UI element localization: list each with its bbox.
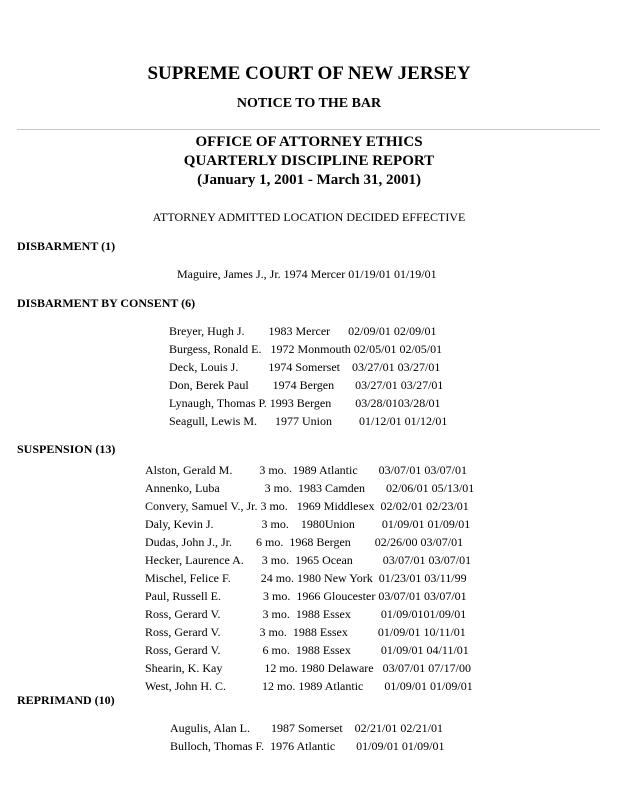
table-row: Seagull, Lewis M. 1977 Union 01/12/01 01/12/01	[169, 414, 448, 428]
table-row: Lynaugh, Thomas P. 1993 Bergen 03/28/0103/28/01	[169, 396, 441, 410]
divider	[17, 129, 600, 130]
table-row: Alston, Gerald M. 3 mo. 1989 Atlantic 03/07/01 03/07/01	[145, 463, 467, 477]
section-title-suspension: SUSPENSION (13)	[17, 442, 116, 456]
table-row: Hecker, Laurence A. 3 mo. 1965 Ocean 03/07/01 03/07/01	[145, 553, 472, 567]
section-title-disbarment: DISBARMENT (1)	[17, 239, 116, 253]
table-row: Paul, Russell E. 3 mo. 1966 Gloucester 03/07/01 03/07/01	[145, 589, 467, 603]
court-title: SUPREME COURT OF NEW JERSEY	[147, 63, 471, 84]
table-row: Ross, Gerard V. 3 mo. 1988 Essex 01/09/0101/09/01	[145, 607, 467, 621]
table-row: Maguire, James J., Jr. 1974 Mercer 01/19/01 01/19/01	[177, 267, 437, 281]
table-row: Convery, Samuel V., Jr. 3 mo. 1969 Middlesex 02/02/01 02/23/01	[145, 499, 469, 513]
column-header: ATTORNEY ADMITTED LOCATION DECIDED EFFECTIVE	[152, 210, 466, 224]
table-row: Dudas, John J., Jr. 6 mo. 1968 Bergen 02/26/00 03/07/01	[145, 535, 464, 549]
table-row: Don, Berek Paul 1974 Bergen 03/27/01 03/27/01	[169, 378, 444, 392]
table-row: Mischel, Felice F. 24 mo. 1980 New York 01/23/01 03/11/99	[145, 571, 467, 585]
table-row: Bulloch, Thomas F. 1976 Atlantic 01/09/01 01/09/01	[170, 739, 445, 753]
section-title-reprimand: REPRIMAND (10)	[17, 693, 115, 707]
notice-title: NOTICE TO THE BAR	[236, 96, 382, 111]
report-period: (January 1, 2001 - March 31, 2001)	[197, 172, 421, 188]
table-row: Ross, Gerard V. 3 mo. 1988 Essex 01/09/01 10/11/01	[145, 625, 466, 639]
section-title-disbarment-by-consent: DISBARMENT BY CONSENT (6)	[17, 296, 196, 310]
table-row: Breyer, Hugh J. 1983 Mercer 02/09/01 02/09/01	[169, 324, 437, 338]
table-row: Daly, Kevin J. 3 mo. 1980Union 01/09/01 01/09/01	[145, 517, 471, 531]
table-row: Shearin, K. Kay 12 mo. 1980 Delaware 03/07/01 07/17/00	[145, 661, 471, 675]
report-title: QUARTERLY DISCIPLINE REPORT	[183, 153, 435, 169]
table-row: West, John H. C. 12 mo. 1989 Atlantic 01/09/01 01/09/01	[145, 679, 473, 693]
office-title: OFFICE OF ATTORNEY ETHICS	[195, 134, 423, 150]
table-row: Burgess, Ronald E. 1972 Monmouth 02/05/01 02/05/01	[169, 342, 443, 356]
table-row: Ross, Gerard V. 6 mo. 1988 Essex 01/09/01 04/11/01	[145, 643, 469, 657]
table-row: Annenko, Luba 3 mo. 1983 Camden 02/06/01 05/13/01	[145, 481, 475, 495]
table-row: Deck, Louis J. 1974 Somerset 03/27/01 03/27/01	[169, 360, 441, 374]
table-row: Augulis, Alan L. 1987 Somerset 02/21/01 02/21/01	[170, 721, 443, 735]
